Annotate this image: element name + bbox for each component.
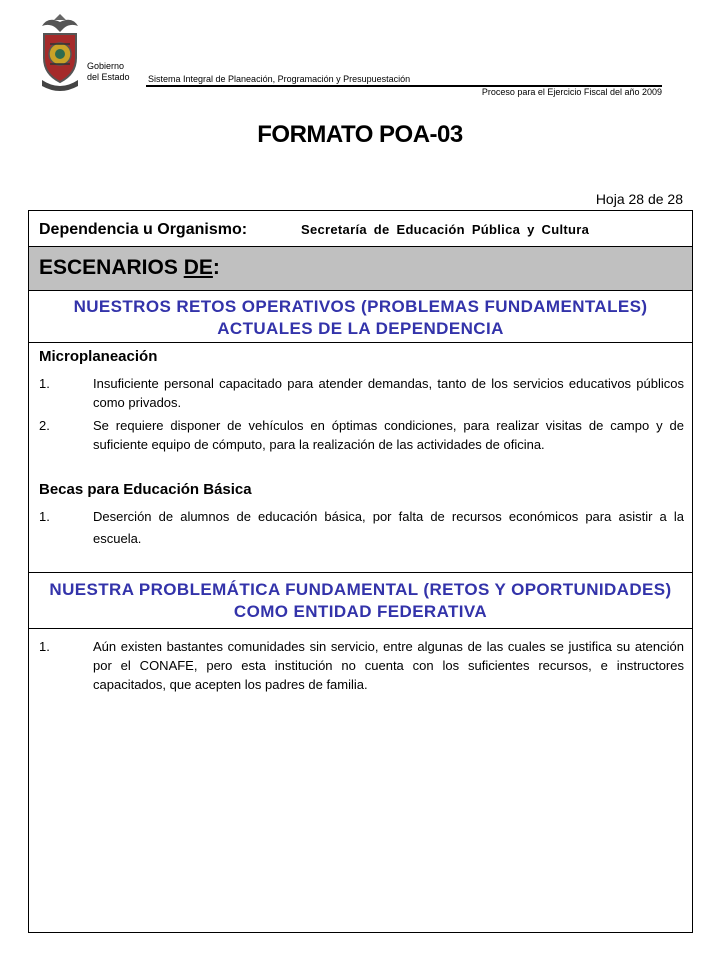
item-text: Insuficiente personal capacitado para atender demandas, tanto de los servicios educativos públicos como privados. [93,376,684,410]
dependencia-row [29,211,692,247]
state-coat-of-arms-logo [36,14,84,96]
form-table [28,210,693,933]
retos-content [29,343,692,573]
system-name: Sistema Integral de Planeación, Programación y Presupuestación [148,74,411,84]
page-title: FORMATO POA-03 [257,121,463,148]
item-number: 1. [39,376,50,391]
becas-title: Becas para Educación Básica [39,481,252,498]
gobierno-line: Gobierno [87,61,125,71]
list-item [39,637,684,694]
del-estado-line: del Estado [87,72,130,82]
item-number: 2. [39,418,50,433]
list-item [39,374,684,412]
escenarios-de-underlined: DE [183,256,213,279]
microplaneacion-title: Microplaneación [39,348,158,365]
government-label [87,61,130,83]
page-number: Hoja 28 de 28 [595,191,683,207]
dependencia-value: Secretaría de Educación Pública y Cultura [301,222,590,237]
escenarios-row [29,247,692,291]
problematica-heading: NUESTRA PROBLEMÁTICA FUNDAMENTAL (RETOS Y OPORTUNIDADES) COMO ENTIDAD FEDERATIVA [29,573,692,629]
escenarios-label [39,256,220,280]
escenarios-colon: : [212,256,220,279]
list-item [39,506,684,550]
item-text: Se requiere disponer de vehículos en óptimas condiciones, para realizar visitas de campo y de suficiente equipo de cómputo, para la realización de las actividades de oficina. [93,418,684,452]
item-text: Deserción de alumnos de educación básica, por falta de recursos económicos para asistir a la escuela. [93,509,684,546]
escenarios-text: ESCENARIOS [39,256,184,279]
item-number: 1. [39,509,50,524]
list-item [39,416,684,454]
retos-heading: NUESTROS RETOS OPERATIVOS (PROBLEMAS FUNDAMENTALES) ACTUALES DE LA DEPENDENCIA [29,291,692,343]
item-number: 1. [39,639,50,654]
item-text: Aún existen bastantes comunidades sin servicio, entre algunas de las cuales se justifica su atención por el CONAFE, pero esta institución no cuenta con los suficientes recursos, e instructores capacitados, que acepten los padres de familia. [93,639,684,692]
process-year: Proceso para el Ejercicio Fiscal del año 2009 [481,87,662,97]
dependencia-label: Dependencia u Organismo: [39,221,248,238]
